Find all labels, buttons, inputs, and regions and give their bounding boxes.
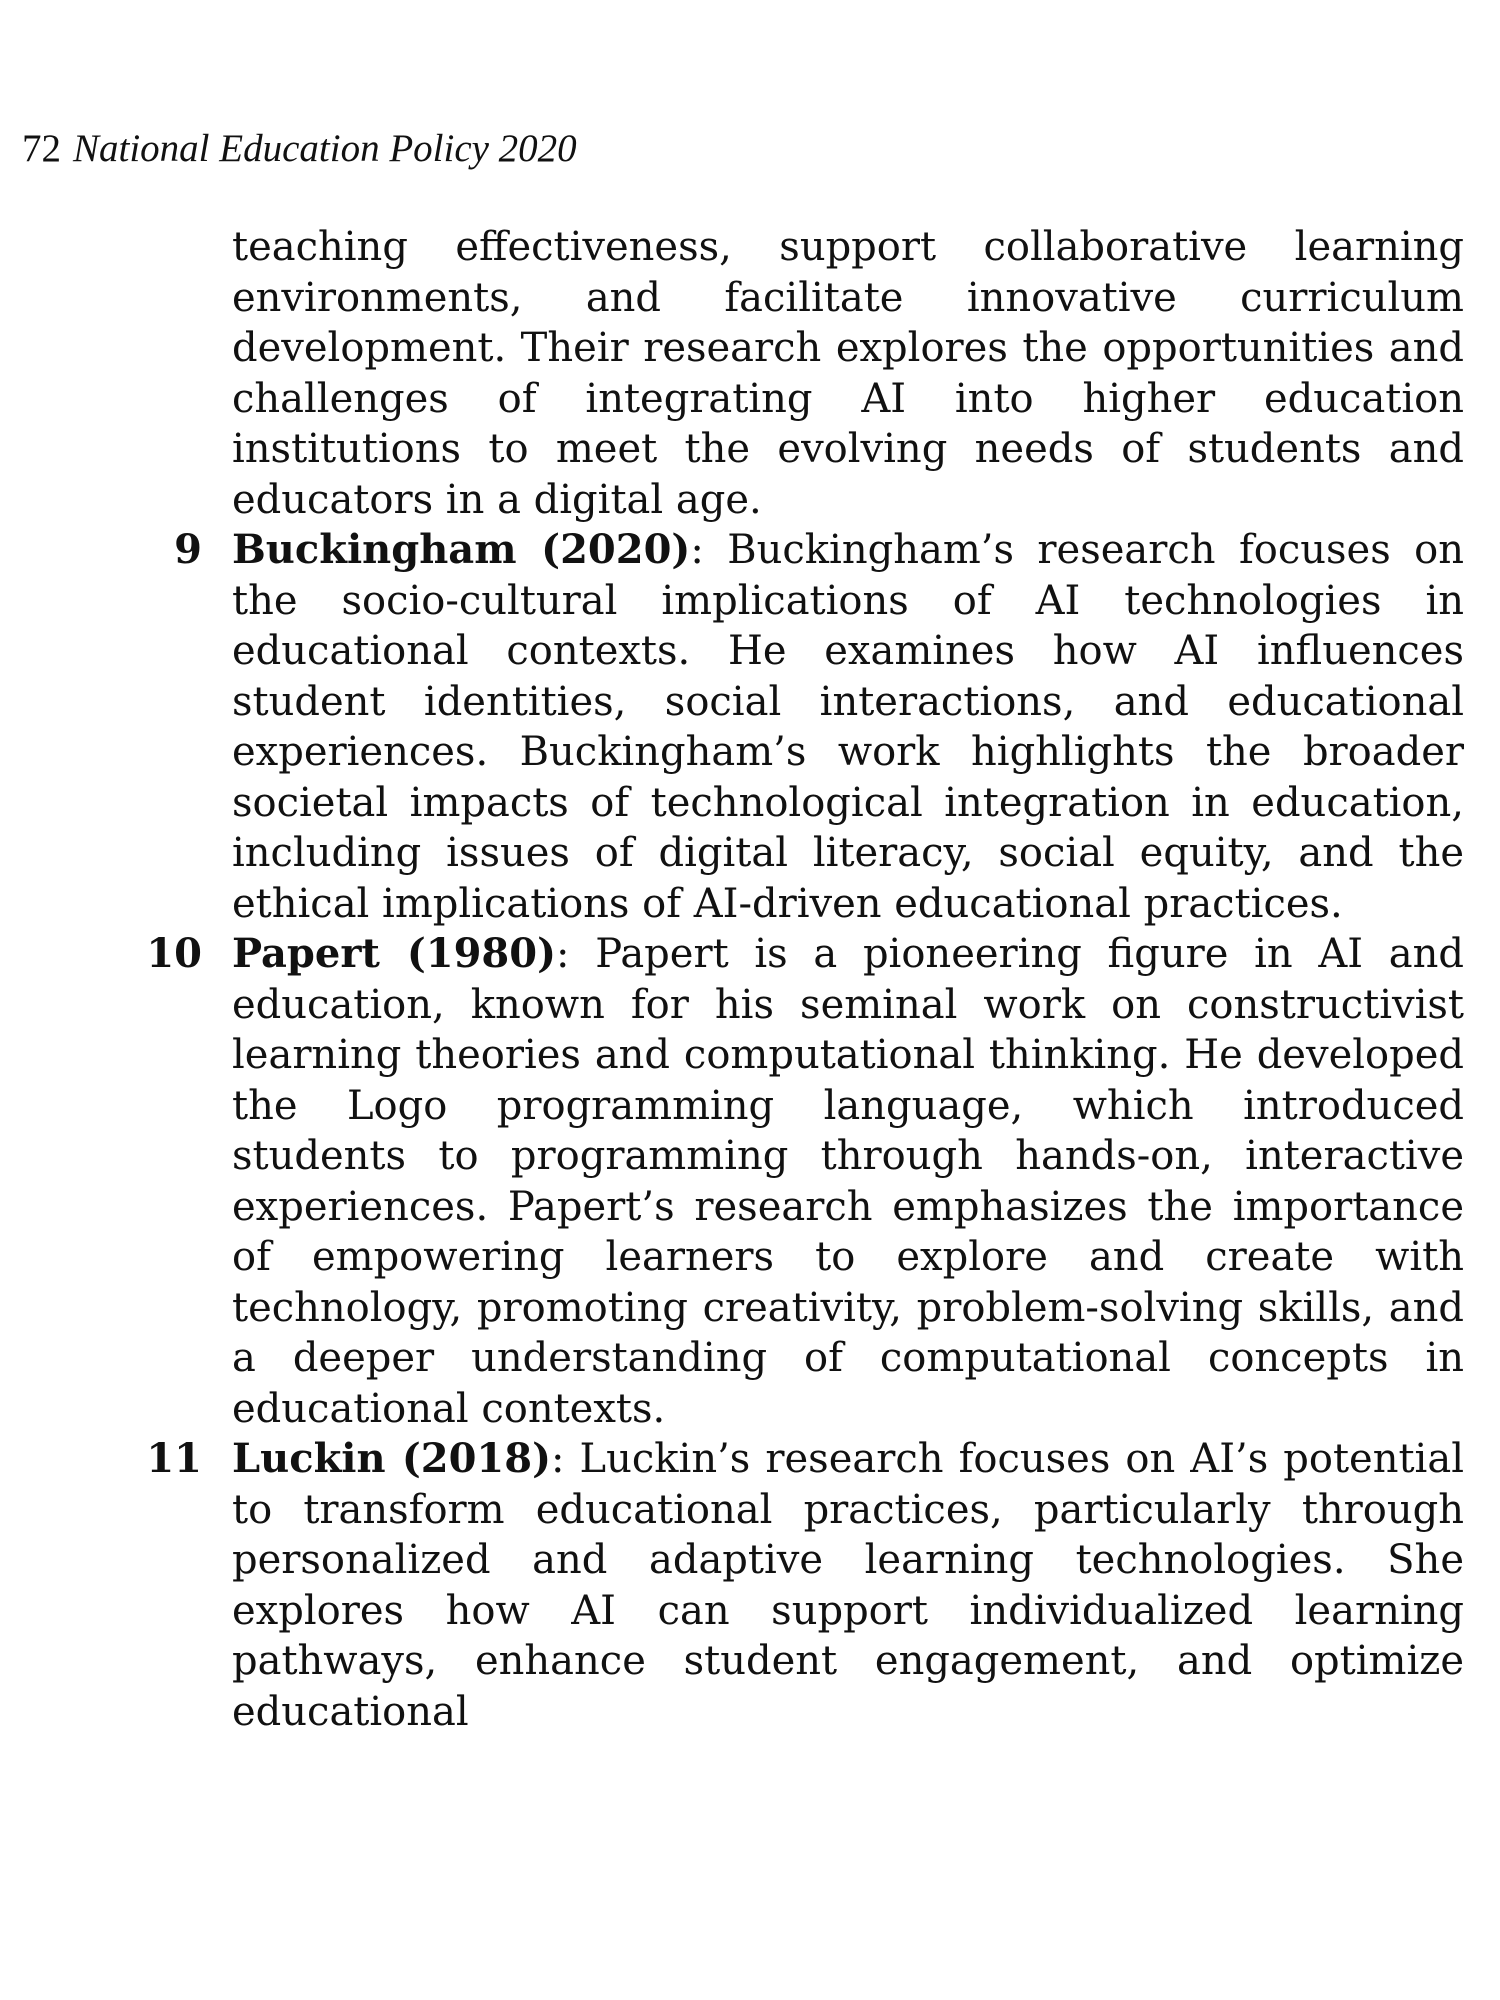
reference-entry-10: [146, 929, 1464, 1434]
entry-paragraph: [232, 525, 1464, 929]
page-header: [22, 126, 577, 172]
reference-entry-9: [174, 525, 1464, 929]
entry-text: Buckingham’s research focuses on the socio-cultural implications of AI technologies in educational contexts. He examines how AI influences student identities, social interactions, and educational experiences. Buckingham’s work highlights the broader societal impacts of technological integration in education, including issues of digital literacy, social equity, and the ethical implications of AI-driven educational practices.: [232, 527, 1464, 927]
reference-entry-11: [146, 1434, 1464, 1737]
entry-paragraph: [232, 1434, 1464, 1737]
entry-reference: Papert (1980): [232, 930, 556, 977]
entry-separator: :: [556, 931, 570, 977]
entry-text: Papert is a pioneering figure in AI and education, known for his seminal work on constructivist learning theories and computational thinking. He developed the Logo programming language, which introduced students to programming through hands-on, interactive experiences. Papert’s research emphasizes the importance of empowering learners to explore and create with technology, promoting creativity, problem-solving skills, and a deeper understanding of computational concepts in educational contexts.: [232, 931, 1464, 1432]
page-number: 72: [22, 127, 61, 170]
entry-reference: Luckin (2018): [232, 1435, 552, 1482]
entry-number: 9: [174, 526, 202, 573]
entry-paragraph: [232, 929, 1464, 1434]
continuation-paragraph: teaching effectiveness, support collaborative learning environments, and facilitate innovative curriculum development. Their research explores the opportunities and challenges of integrating AI into higher education institutions to meet the evolving needs of students and educators in a digital age.: [232, 224, 1464, 523]
entry-separator: :: [690, 527, 704, 573]
entry-number: 11: [146, 1435, 202, 1482]
page-body: [146, 222, 1464, 1737]
entry-text: Luckin’s research focuses on AI’s potential to transform educational practices, particularly through personalized and adaptive learning technologies. She explores how AI can support individualized learning pathways, enhance student engagement, and optimize educational: [232, 1436, 1464, 1735]
entry-reference: Buckingham (2020): [232, 526, 691, 573]
running-title: National Education Policy 2020: [73, 127, 577, 170]
entry-number: 10: [146, 930, 202, 977]
entry-separator: :: [551, 1436, 565, 1482]
